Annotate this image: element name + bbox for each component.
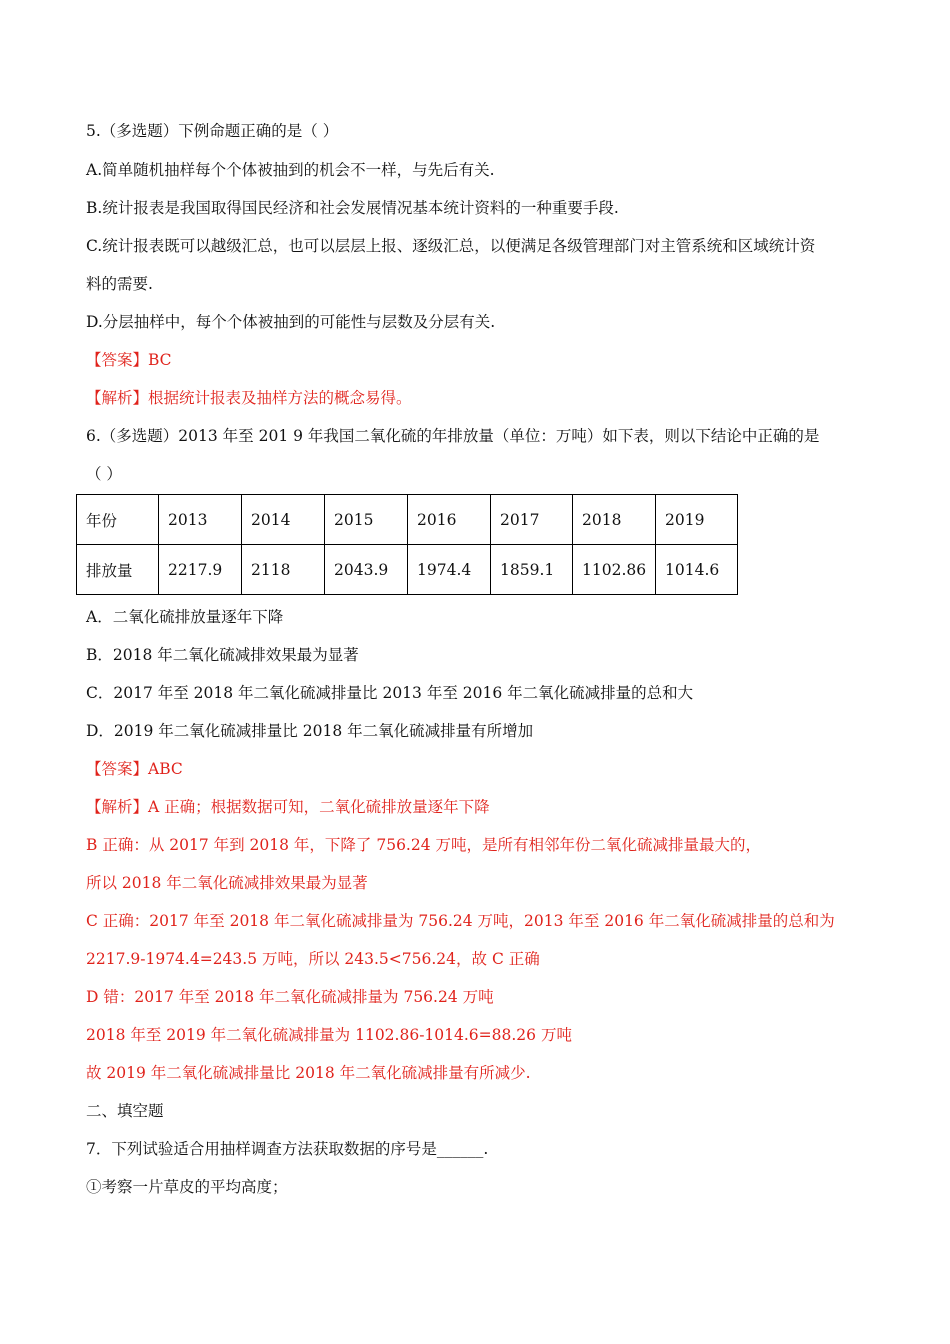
q6-analysis-line: B 正确：从 2017 年到 2018 年，下降了 756.24 万吨，是所有相邻年份二氧化硫减排量最大的， [86,836,762,854]
table-row [77,545,738,595]
table-cell: 1014.6 [656,545,738,595]
q5-option-a: A.简单随机抽样每个个体被抽到的机会不一样，与先后有关. [86,161,495,179]
table-cell: 2019 [656,495,738,545]
q7-item-1: ①考察一片草皮的平均高度； [86,1178,288,1196]
q6-option-c: C．2017 年至 2018 年二氧化硫减排量比 2013 年至 2016 年二氧化硫减排量的总和大 [86,684,694,702]
q6-analysis-line: 故 2019 年二氧化硫减排量比 2018 年二氧化硫减排量有所减少. [86,1064,531,1082]
q5-analysis: 【解析】根据统计报表及抽样方法的概念易得。 [86,389,412,407]
table-cell: 2118 [242,545,325,595]
table-cell: 2217.9 [159,545,242,595]
section-title: 二、填空题 [86,1102,164,1120]
q6-analysis-line: 2217.9-1974.4=243.5 万吨，所以 243.5<756.24，故 C 正确 [86,950,540,968]
q6-analysis-line: D 错：2017 年至 2018 年二氧化硫减排量为 756.24 万吨 [86,988,494,1006]
q6-analysis-line: 所以 2018 年二氧化硫减排效果最为显著 [86,874,368,892]
q6-option-b: B．2018 年二氧化硫减排效果最为显著 [86,646,359,664]
table-cell: 年份 [77,495,159,545]
table-header-row [77,495,738,545]
q6-analysis-line: 【解析】A 正确；根据数据可知，二氧化硫排放量逐年下降 [86,798,490,816]
q6-analysis-line: C 正确：2017 年至 2018 年二氧化硫减排量为 756.24 万吨，2013 年至 2016 年二氧化硫减排量的总和为 [86,912,835,930]
table-cell: 2043.9 [325,545,408,595]
table-cell: 1859.1 [491,545,573,595]
emission-table [76,494,738,595]
q5-stem: 5.（多选题）下例命题正确的是（ ） [86,122,339,140]
table-cell: 2017 [491,495,573,545]
q6-stem-line1: 6.（多选题）2013 年至 201 9 年我国二氧化硫的年排放量（单位：万吨）如下表，则以下结论中正确的是 [86,427,820,445]
q5-option-c-line1: C.统计报表既可以越级汇总，也可以层层上报、逐级汇总，以便满足各级管理部门对主管系统和区域统计资 [86,237,816,255]
q6-stem-line2: （ ） [86,465,122,483]
q6-answer: 【答案】ABC [86,760,183,778]
table-cell: 2015 [325,495,408,545]
table-cell: 2014 [242,495,325,545]
table-cell: 2016 [408,495,491,545]
table-cell: 1102.86 [573,545,656,595]
q6-option-a: A．二氧化硫排放量逐年下降 [86,608,284,626]
q5-answer: 【答案】BC [86,351,172,369]
q6-option-d: D．2019 年二氧化硫减排量比 2018 年二氧化硫减排量有所增加 [86,722,534,740]
table-cell: 2013 [159,495,242,545]
table-cell: 2018 [573,495,656,545]
q6-analysis-line: 2018 年至 2019 年二氧化硫减排量为 1102.86-1014.6=88.26 万吨 [86,1026,572,1044]
q5-option-d: D.分层抽样中，每个个体被抽到的可能性与层数及分层有关. [86,313,496,331]
q5-option-c-line2: 料的需要. [86,275,153,293]
table-cell: 1974.4 [408,545,491,595]
q7-stem: 7．下列试验适合用抽样调查方法获取数据的序号是______. [86,1140,489,1158]
q5-option-b: B.统计报表是我国取得国民经济和社会发展情况基本统计资料的一种重要手段. [86,199,619,217]
table-cell: 排放量 [77,545,159,595]
